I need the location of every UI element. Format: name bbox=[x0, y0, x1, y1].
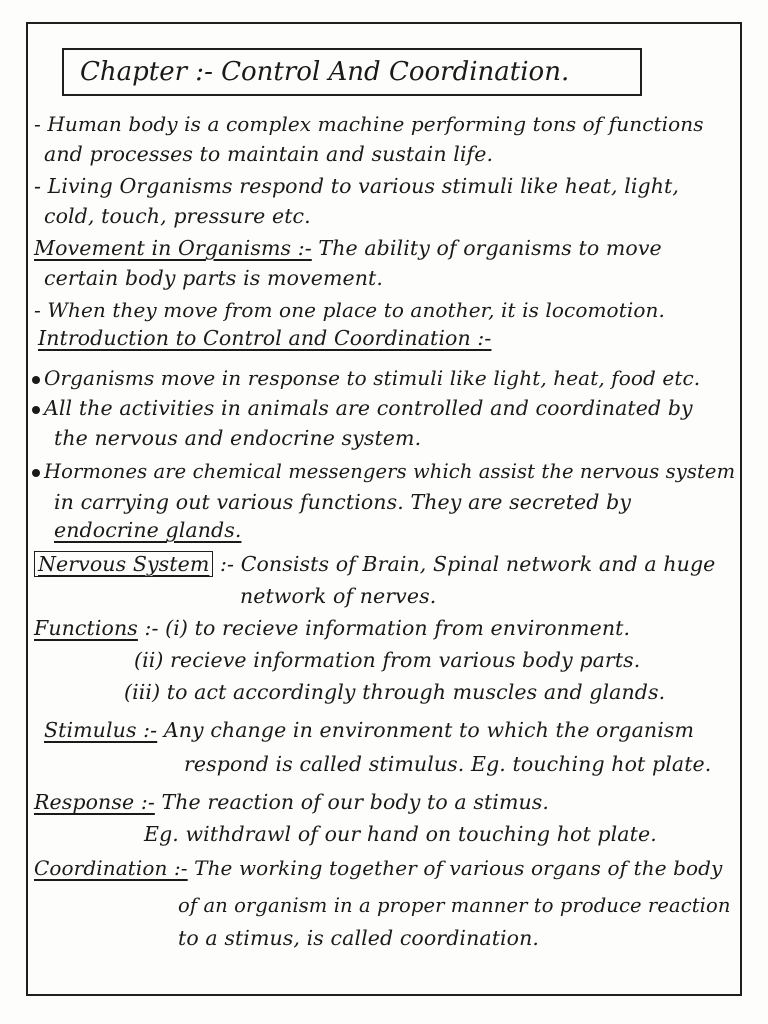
movement-text-1: The ability of organisms to move bbox=[318, 236, 662, 260]
bullet-icon bbox=[32, 406, 40, 414]
coordination-line-1 bbox=[34, 856, 722, 880]
introduction-b3b-line: in carrying out various functions. They are secreted by bbox=[54, 490, 632, 514]
introduction-b3a-text: Hormones are chemical messengers which assist the nervous system bbox=[44, 460, 736, 483]
bullet-icon bbox=[32, 469, 40, 477]
nervous-line-2: network of nerves. bbox=[240, 584, 437, 608]
intro-line-1: - Human body is a complex machine performing tons of functions bbox=[34, 112, 704, 136]
coordination-line-3: to a stimus, is called coordination. bbox=[178, 926, 540, 950]
introduction-b3c-line: endocrine glands. bbox=[54, 518, 242, 542]
intro-line-2: and processes to maintain and sustain life. bbox=[44, 142, 494, 166]
introduction-bullet-2 bbox=[32, 396, 693, 420]
stimulus-text-1: Any change in environment to which the organism bbox=[163, 718, 695, 742]
functions-item-2: (ii) recieve information from various body parts. bbox=[134, 648, 641, 672]
functions-item-1: :- (i) to recieve information from environment. bbox=[144, 616, 631, 640]
introduction-b1-text: Organisms move in response to stimuli like light, heat, food etc. bbox=[44, 366, 701, 390]
stimulus-line-1 bbox=[44, 718, 694, 742]
response-line-1 bbox=[34, 790, 549, 814]
bullet-icon bbox=[32, 376, 40, 384]
stimulus-line-2: respond is called stimulus. Eg. touching hot plate. bbox=[184, 752, 712, 776]
response-line-2: Eg. withdrawl of our hand on touching hot plate. bbox=[144, 822, 657, 846]
movement-line-2: certain body parts is movement. bbox=[44, 266, 383, 290]
introduction-bullet-3 bbox=[32, 460, 735, 484]
introduction-b2a-text: All the activities in animals are controlled and coordinated by bbox=[44, 396, 693, 420]
stimulus-heading: Stimulus :- bbox=[44, 718, 158, 742]
response-heading: Response :- bbox=[34, 790, 155, 814]
coordination-line-2: of an organism in a proper manner to produce reaction bbox=[178, 894, 731, 917]
movement-line-1 bbox=[34, 236, 662, 260]
introduction-bullet-1 bbox=[32, 366, 700, 390]
coordination-heading: Coordination :- bbox=[34, 856, 188, 880]
coordination-text-1: The working together of various organs of the body bbox=[194, 856, 723, 880]
nervous-heading: Nervous System bbox=[34, 551, 213, 577]
nervous-sep: :- bbox=[220, 552, 235, 576]
functions-heading: Functions bbox=[34, 616, 138, 640]
functions-item-3: (iii) to act accordingly through muscles and glands. bbox=[124, 680, 666, 704]
functions-line-1 bbox=[34, 616, 630, 640]
intro-line-3: - Living Organisms respond to various stimuli like heat, light, bbox=[34, 174, 679, 198]
intro-line-4: cold, touch, pressure etc. bbox=[44, 204, 311, 228]
nervous-line-1 bbox=[34, 552, 715, 576]
introduction-b2b-line: the nervous and endocrine system. bbox=[54, 426, 422, 450]
movement-heading: Movement in Organisms :- bbox=[34, 236, 312, 260]
movement-line-3: - When they move from one place to another, it is locomotion. bbox=[34, 298, 665, 322]
page-title: Chapter :- Control And Coordination. bbox=[80, 57, 570, 87]
nervous-text-1: Consists of Brain, Spinal network and a huge bbox=[240, 552, 716, 576]
response-text-1: The reaction of our body to a stimus. bbox=[161, 790, 550, 814]
introduction-heading: Introduction to Control and Coordination :- bbox=[38, 326, 492, 350]
